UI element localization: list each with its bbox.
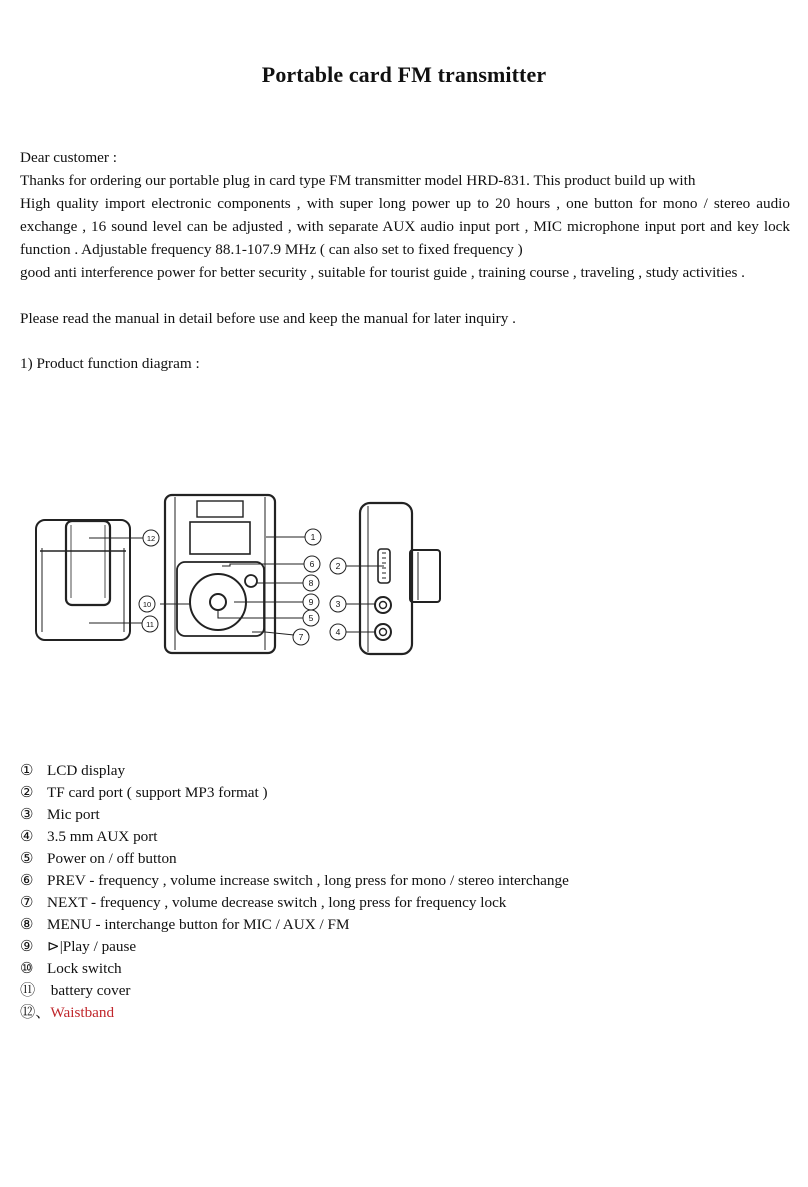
svg-text:11: 11 bbox=[146, 620, 154, 629]
callout-leader-lines bbox=[89, 537, 384, 635]
svg-text:4: 4 bbox=[335, 627, 341, 637]
item-number: ④ bbox=[20, 828, 34, 845]
list-item bbox=[20, 782, 569, 804]
callout-12 bbox=[143, 530, 159, 546]
item-text: TF card port ( support MP3 format ) bbox=[47, 784, 268, 801]
item-number: ② bbox=[20, 784, 34, 801]
item-text: ⊳|Play / pause bbox=[47, 938, 137, 955]
item-number: ⑫、 bbox=[20, 1004, 51, 1021]
callout-4 bbox=[330, 624, 346, 640]
list-item bbox=[20, 870, 569, 892]
product-function-diagram bbox=[0, 470, 808, 670]
callout-8 bbox=[303, 575, 319, 591]
svg-text:10: 10 bbox=[142, 600, 152, 609]
item-text: Lock switch bbox=[47, 960, 122, 977]
item-text: NEXT - frequency , volume decrease switch , long press for frequency lock bbox=[47, 894, 507, 911]
svg-text:2: 2 bbox=[335, 561, 341, 571]
list-item bbox=[20, 760, 569, 782]
item-number: ⑩ bbox=[20, 960, 34, 977]
list-item bbox=[20, 892, 569, 914]
parts-list bbox=[20, 760, 569, 1024]
intro-line-3: good anti interference power for better security , suitable for tourist guide , training course , traveling , study activities . bbox=[20, 264, 745, 281]
item-number: ⑦ bbox=[20, 894, 34, 911]
list-item bbox=[20, 1002, 569, 1024]
item-number: ③ bbox=[20, 806, 34, 823]
svg-text:5: 5 bbox=[308, 613, 314, 623]
item-number: ⑤ bbox=[20, 850, 34, 867]
list-item bbox=[20, 804, 569, 826]
callout-10 bbox=[139, 596, 155, 612]
page-title: Portable card FM transmitter bbox=[261, 62, 547, 87]
item-text: Waistband bbox=[50, 1004, 115, 1021]
callout-1 bbox=[305, 529, 321, 545]
list-item bbox=[20, 980, 569, 1002]
svg-text:9: 9 bbox=[308, 597, 314, 607]
read-manual-note: Please read the manual in detail before use and keep the manual for later inquiry . bbox=[20, 310, 516, 327]
list-item bbox=[20, 826, 569, 848]
greeting: Dear customer : bbox=[20, 149, 117, 166]
svg-text:3: 3 bbox=[335, 599, 341, 609]
intro-line-1: Thanks for ordering our portable plug in card type FM transmitter model HRD-831. This product build up with bbox=[20, 172, 696, 189]
section-heading: 1) Product function diagram : bbox=[20, 355, 200, 372]
item-text: PREV - frequency , volume increase switch , long press for mono / stereo interchange bbox=[47, 872, 569, 889]
item-number: ⑧ bbox=[20, 916, 34, 933]
item-number: ⑪ bbox=[20, 982, 36, 999]
item-number: ⑥ bbox=[20, 872, 34, 889]
item-text: Power on / off button bbox=[47, 850, 177, 867]
side-view-illustration bbox=[360, 503, 440, 654]
callout-2 bbox=[330, 558, 346, 574]
list-item bbox=[20, 958, 569, 980]
list-item bbox=[20, 914, 569, 936]
item-number: ⑨ bbox=[20, 938, 34, 955]
intro-block bbox=[20, 146, 790, 284]
item-text: battery cover bbox=[47, 982, 131, 999]
item-text: MENU - interchange button for MIC / AUX / FM bbox=[47, 916, 350, 933]
item-text: 3.5 mm AUX port bbox=[47, 828, 158, 845]
item-text: LCD display bbox=[47, 762, 126, 779]
front-view-illustration bbox=[165, 495, 275, 653]
callout-7 bbox=[293, 629, 309, 645]
svg-text:6: 6 bbox=[309, 559, 315, 569]
svg-text:1: 1 bbox=[310, 532, 316, 542]
callout-5 bbox=[303, 610, 319, 626]
svg-text:8: 8 bbox=[308, 578, 314, 588]
item-number: ① bbox=[20, 762, 34, 779]
list-item bbox=[20, 936, 569, 958]
svg-text:7: 7 bbox=[298, 632, 304, 642]
callout-3 bbox=[330, 596, 346, 612]
intro-line-2: High quality import electronic components , with super long power up to 20 hours , one button for mono / stereo audio exchange , 16 sound level can be adjusted , with separate AUX audio input port , MIC microphone input port and key lock function . Adjustable frequency 88.1-107.9 MHz ( can also set to fixed frequency ) bbox=[20, 195, 790, 258]
svg-text:12: 12 bbox=[146, 534, 156, 543]
list-item bbox=[20, 848, 569, 870]
item-text: Mic port bbox=[47, 806, 100, 823]
callout-6 bbox=[304, 556, 320, 572]
callout-9 bbox=[303, 594, 319, 610]
callout-11 bbox=[142, 616, 158, 632]
